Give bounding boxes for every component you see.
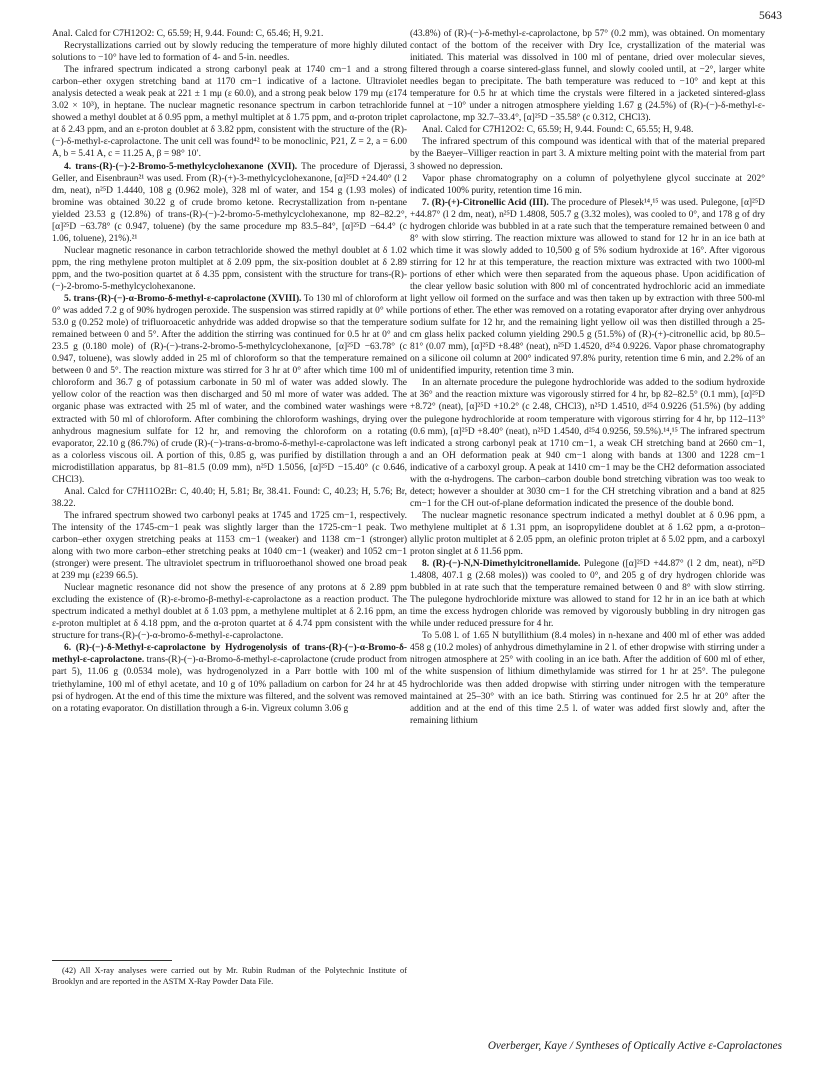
paragraph bbox=[410, 124, 765, 136]
paragraph bbox=[52, 64, 407, 160]
paragraph bbox=[52, 510, 407, 582]
footnote-divider bbox=[52, 960, 172, 961]
paragraph-text: The infrared spectrum showed two carbonyl peaks at 1745 and 1725 cm−1, respectively. The intensity of the 1745-cm−1 peak was slightly larger than the 1725-cm−1 peak. Two carbon–ether oxygen stretching peaks at 1153 cm−1 (weaker) and 1138 cm−1 (stronger) along with two more carbon–ether stretching peaks at 1040 cm−1 (weaker) and 1052 cm−1 (stronger) were present. The ultraviolet spectrum in trifluoroethanol showed one broad peak at 239 mμ (ε239 66.5). bbox=[52, 510, 407, 582]
paragraph bbox=[410, 136, 765, 172]
section-heading: 5. trans-(R)-(−)-α-Bromo-δ-methyl-ε-caprolactone (XVIII). bbox=[64, 294, 302, 305]
paragraph-text: To 130 ml of chloroform at 0° was added 7.2 g of 90% hydrogen peroxide. The suspension was stirred rapidly at 0° while 53.0 g (0.252 mole) of trifluoroacetic anhydride was added dropwise so that the temperature remained between 0 and 5°. After the addition the stirring was continued for 0.5 hr at 0° and 23.5 g (0.180 mole) of (R)-(−)-trans-2-bromo-5-methylcyclohexanone, [α]²⁵D −63.78° (c 0.947, toluene), was slowly added in 25 ml of chloroform so that the temperature remained between 0 and 5°. The reaction mixture was stirred for 3 hr at 0° after which time 100 ml of chloroform and 36.7 g of potassium carbonate in 50 ml of water was added slowly. The yellow color of the reaction was then discharged and 50 ml more of water was added. The organic phase was extracted with 25 ml of water, and the combined water washings were extracted with 50 ml of chloroform. After combining the chloroform washings, drying over anhydrous magnesium sulfate for 12 hr, and removing the chloroform on a rotating evaporator, 22.10 g (86.7%) of crude (R)-(−)-trans-α-bromo-δ-methyl-ε-caprolactone was left as a colorless viscous oil. A portion of this, 0.85 g, was purified by distillation through a microdistillation apparatus, bp 81–81.5 (0.09 mm), n²⁵D 1.5056, [α]²⁵D −15.40° (c 0.646, CHCl3). bbox=[52, 294, 407, 485]
paragraph-text: trans-(R)-(−)-α-Bromo-δ-methyl-ε-caprolactone (crude product from part 5), 11.06 g (0.0534 mole), was hydrogenolyzed in a Parr bottle with 100 ml of triethylamine, 100 ml of ethyl acetate, and 10 g of 10% palladium on carbon for 24 hr at 45 psi of hydrogen. At the end of this time the mixture was filtered, and the solvent was removed on a rotating evaporator. On distillation through a 6-in. Vigreux column 3.06 g bbox=[52, 655, 407, 714]
paragraph bbox=[52, 28, 407, 40]
paragraph-text: Anal. Calcd for C7H12O2: C, 65.59; H, 9.44. Found: C, 65.46; H, 9.21. bbox=[52, 29, 324, 39]
page-number: 5643 bbox=[759, 10, 782, 22]
section-heading: 4. trans-(R)-(−)-2-Bromo-5-methylcyclohexanone (XVII). bbox=[64, 161, 298, 172]
footnote: (42) All X-ray analyses were carried out by Mr. Rubin Rudman of the Polytechnic Institute of Brooklyn and are reported in the ASTM X-Ray Powder Data File. bbox=[52, 966, 407, 986]
paragraph bbox=[410, 510, 765, 558]
paragraph-text: In an alternate procedure the pulegone hydrochloride was added to the sodium hydroxide at 36° and the reaction mixture was vigorously stirred for 4 hr, bp 82–82.5° (0.1 mm), [α]²⁵D +8.72° (neat), [α]²⁵D +10.2° (c 2.48, CHCl3), n²⁵D 1.4510, d²⁵4 0.9226 (51.5%) (by adding the pulegone hydrochloride at room temperature with vigorous stirring for 4 hr, bp 112–113° (0.6 mm), [α]²⁵D +8.40° (neat), n²⁵D 1.4540, d²⁵4 0.9256, 59.5%).¹⁴,¹⁵ The infrared spectrum indicated a strong carbonyl peak at 1710 cm−1, a weak CH stretching band at 2660 cm−1, and an OH deformation peak at 940 cm−1 along with bands at 1300 and 1228 cm−1 indicative of a carboxyl group. A peak at 1410 cm−1 may be the CH2 deformation associated with the α-hydrogens. The carbon–carbon double bond stretching vibration was too weak to detect; however a shoulder at 3030 cm−1 for the CH stretching vibration and a band at 825 cm−1 for the CH out-of-plane deformation indicated the presence of the double bond. bbox=[410, 378, 765, 509]
paragraph bbox=[52, 161, 407, 245]
paragraph bbox=[410, 630, 765, 726]
paragraph-text: The procedure of Djerassi, Geller, and Eisenbraun²¹ was used. From (R)-(+)-3-methylcyclohexanone, [α]²⁵D +24.40° (l 2 dm, neat), n²⁵D 1.4440, 108 g (0.962 mole), 328 ml of water, and 154 g (1.93 moles) of bromine was obtained 30.22 g of crude bromo ketone. Recrystallization from n-pentane yielded 23.53 g (12.8%) of trans-(R)-(−)-2-bromo-5-methylcyclohexanone, mp 82–82.2°, [α]²⁵D −63.78° (c 0.947, toluene) (by the same procedure mp 83.5–84°, [α]²⁵D −64.4° (c 1.06, toluene), 21%).²¹ bbox=[52, 161, 408, 244]
paragraph-text: Recrystallizations carried out by slowly reducing the temperature of more highly diluted solutions to −10° have led to formation of 4- and 5-in. needles. bbox=[52, 41, 407, 64]
section-heading: 8. (R)-(−)-N,N-Dimethylcitronellamide. bbox=[422, 559, 581, 570]
left-column bbox=[52, 28, 407, 715]
section-heading: 7. (R)-(+)-Citronellic Acid (III). bbox=[422, 197, 549, 208]
right-column bbox=[410, 28, 765, 727]
section-heading: 6. (R)-(−)-δ-Methyl-ε-caprolactone by Hydrogenolysis of trans-(R)-(−)-α-Bromo-δ-methyl-ε-caprolactone. bbox=[52, 643, 407, 666]
paragraph-text: Anal. Calcd for C7H12O2: C, 65.59; H, 9.44. Found: C, 65.55; H, 9.48. bbox=[422, 125, 694, 136]
paragraph-text: The infrared spectrum of this compound was identical with that of the material prepared by the Baeyer–Villiger reaction in part 3. A mixture melting point with the material from part 3 showed no depression. bbox=[410, 137, 765, 172]
paragraph-text: (43.8%) of (R)-(−)-δ-methyl-ε-caprolactone, bp 57° (0.2 mm), was obtained. On momentary contact of the bottom of the receiver with Dry Ice, crystallization of the material was initiated. This material was dissolved in 100 ml of pentane, dried over molecular sieves, filtered through a coarse sintered-glass funnel, and slowly cooled until, at −2°, larger white needles began to precipitate. The bath temperature was reduced to −10° and kept at this temperature for 0.5 hr at which time the crystals were filtered in a jacketed sintered-glass funnel at −10° under a nitrogen atmosphere yielding 1.67 g (24.5%) of (R)-(−)-δ-methyl-ε-caprolactone, mp 32.7–33.4°, [α]²⁵D −35.58° (c 0.312, CHCl3). bbox=[410, 29, 765, 124]
paragraph-text: The procedure of Plesek¹⁴,¹⁵ was used. Pulegone, [α]²⁵D +44.87° (l 2 dm, neat), n²⁵D 1.4808, 505.7 g (3.32 moles), was cooled to 0°, and 178 g of dry hydrogen chloride was bubbled in at a rate such that the temperature remained between 0 and 8° with slow stirring. The reaction mixture was allowed to stand for 12 hr in an ice bath at which time it was slowly added to 10,500 g of 5% sodium hydroxide at 16°. After vigorous stirring for 12 hr at this temperature, the reaction mixture was extracted with two 1000-ml portions of ether which were then separated from the aqueous phase. Upon acidification of the clear yellow basic solution with 800 ml of concentrated hydrochloric acid an immediate light yellow oil formed on the surface and was then taken up by extraction with three 500-ml portions of ether. The ether was removed on a rotating evaporator after drying over anhydrous sodium sulfate for 12 hr, and the remaining light yellow oil was then distilled through a 25-cm glass helix packed column yielding 290.5 g (51.5%) of (R)-(+)-citronellic acid, bp 80.5–81° (0.07 mm), [α]²⁵D +8.48° (neat), n²⁵D 1.4520, d²⁵4 0.9226. Vapor phase chromatography on a silicone oil column at 200° indicated 97.8% purity, retention time 6 min, and 2.2% of an unidentified impurity, retention time 3 min. bbox=[410, 197, 765, 377]
running-footer: Overberger, Kaye / Syntheses of Optically Active ε-Caprolactones bbox=[487, 1040, 782, 1052]
paragraph bbox=[410, 377, 765, 510]
paragraph-text: Anal. Calcd for C7H11O2Br: C, 40.40; H, 5.81; Br, 38.41. Found: C, 40.23; H, 5.76; Br, 38.22. bbox=[52, 486, 407, 509]
paragraph-text: Nuclear magnetic resonance in carbon tetrachloride showed the methyl doublet at δ 1.02 ppm, the ring methylene proton multiplet at δ 2.09 ppm, the six-position doublet at δ 2.89 ppm, and the two-position quartet at δ 4.35 ppm, consistent with the structure for trans-(R)-(−)-2-bromo-5-methylcyclohexanone. bbox=[52, 245, 407, 292]
paragraph bbox=[410, 173, 765, 197]
paragraph bbox=[410, 558, 765, 630]
paragraph bbox=[410, 28, 765, 124]
paragraph bbox=[52, 293, 407, 486]
paragraph bbox=[52, 245, 407, 293]
paragraph bbox=[52, 486, 407, 510]
paragraph-text: Pulegone ([α]²⁵D +44.87° (l 2 dm, neat), n²⁵D 1.4808, 407.1 g (2.68 moles)) was cooled to 0°, and 205 g of dry hydrogen chloride was bubbled in at rate such that the temperature remained between 0 and 8° with slow stirring. The pulegone hydrochloride mixture was allowed to stand for 12 hr in an ice bath at which time the excess hydrogen chloride was removed by vigorously bubbling in dry nitrogen gas while under reduced pressure for 4 hr. bbox=[410, 559, 765, 630]
paragraph bbox=[410, 197, 765, 378]
paragraph bbox=[52, 642, 407, 714]
paragraph-text: The nuclear magnetic resonance spectrum indicated a methyl doublet at δ 0.96 ppm, a methylene multiplet at δ 1.31 ppm, an isopropylidene doublet at δ 1.62 ppm, a α-proton–allylic proton multiplet at δ 2.05 ppm, an olefinic proton triplet at δ 5.02 ppm, and a carboxyl proton singlet at δ 11.56 ppm. bbox=[410, 510, 765, 558]
paragraph-text: The infrared spectrum indicated a strong carbonyl peak at 1740 cm−1 and a strong carbon–ether oxygen stretching band at 1170 cm−1 indicative of a lactone. Ultraviolet analysis detected a weak peak at 221 ± 1 mμ (ε 60.0), and a strong peak below 179 mμ (ε174 3.02 × 10³), in heptane. The nuclear magnetic resonance spectrum in carbon tetrachloride showed a methyl doublet at δ 0.95 ppm, a methyl multiplet at δ 1.75 ppm, and α-proton triplet at δ 2.43 ppm, and an ε-proton doublet at δ 3.82 ppm, consistent with the structure of the (R)-(−)-δ-methyl-ε-caprolactone. The unit cell was found⁴² to be monoclinic, P21, Z = 2, a = 6.00 A, b = 5.41 A, c = 11.25 A, β = 98° 10′. bbox=[52, 65, 407, 160]
paragraph-text: Nuclear magnetic resonance did not show the presence of any protons at δ 2.89 ppm excluding the existence of (R)-ε-bromo-β-methyl-ε-caprolactone as a reaction product. The spectrum indicated a methyl doublet at δ 1.03 ppm, a methylene multiplet at δ 2.16 ppm, an ε-proton multiplet at δ 4.18 ppm, and the α-proton quartet at δ 4.74 ppm consistent with the structure for trans-(R)-(−)-α-bromo-δ-methyl-ε-caprolactone. bbox=[52, 583, 407, 642]
paragraph bbox=[52, 582, 407, 642]
paragraph-text: To 5.08 l. of 1.65 N butyllithium (8.4 moles) in n-hexane and 400 ml of ether was added 458 g (10.2 moles) of anhydrous dimethylamine in 2 l. of ether dropwise with stirring under a nitrogen atmosphere at 25° with cooling in an ice bath. After the addition of 600 ml of ether, the white suspension of lithium dimethylamide was stirred for 1 hr at 25°. The pulegone hydrochloride was then added dropwise with stirring under nitrogen with the temperature maintained at 25–30° with an ice bath. Stirring was continued for 2.5 hr at 20° after the addition and at the end of this time 2.5 l. of water was added first slowly and, after the remaining lithium bbox=[410, 631, 765, 726]
paragraph-text: Vapor phase chromatography on a column of polyethylene glycol succinate at 202° indicated 100% purity, retention time 16 min. bbox=[410, 173, 765, 196]
paragraph bbox=[52, 40, 407, 64]
